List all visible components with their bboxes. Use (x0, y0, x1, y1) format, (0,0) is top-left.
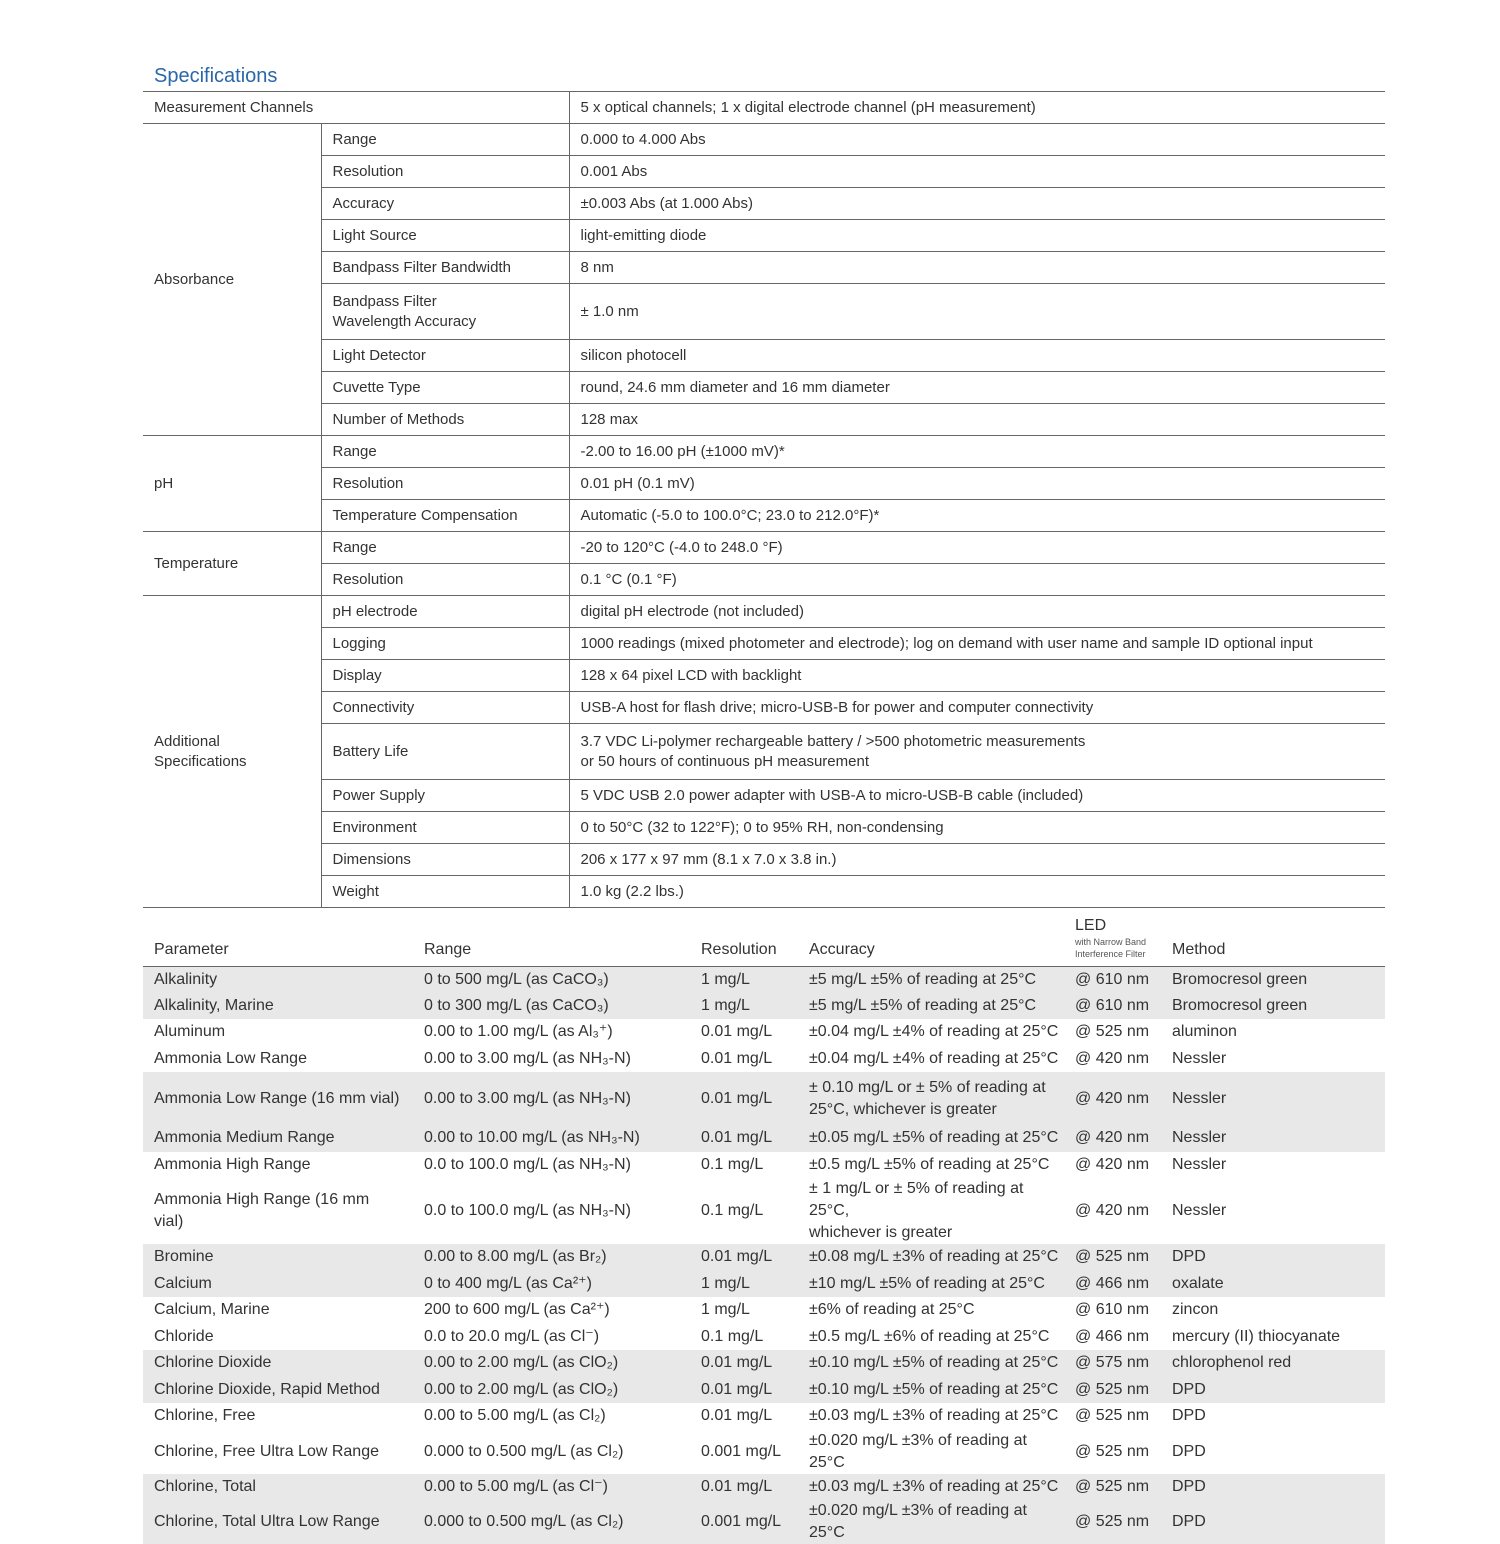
cell-resolution: 0.01 mg/L (701, 1049, 773, 1067)
spec-row (143, 844, 1385, 876)
cell-parameter: Ammonia Medium Range (143, 1125, 413, 1152)
cell-method: chlorophenol red (1172, 1350, 1385, 1377)
parameters-header-row (143, 903, 1385, 966)
spec-sub-label: Range (321, 436, 569, 468)
spec-row (143, 372, 1385, 404)
cell-range: 0.0 to 100.0 mg/L (as NH₃-N) (424, 1202, 631, 1219)
spec-row (143, 500, 1385, 532)
cell-led-wavelength: @ 525 nm (1075, 1500, 1172, 1544)
table-row (143, 1430, 1385, 1474)
cell-range: 0.00 to 2.00 mg/L (as ClO₂) (413, 1350, 690, 1377)
cell-range: 0 to 400 mg/L (as Ca²⁺) (413, 1271, 690, 1298)
cell-accuracy: ±0.020 mg/L ±3% of reading at 25°C (809, 1431, 1027, 1471)
spec-value: 0.001 Abs (569, 156, 1385, 188)
cell-parameter: Ammonia High Range (154, 1155, 311, 1173)
spec-sub-label: Temperature Compensation (321, 500, 569, 532)
cell-method: oxalate (1172, 1271, 1385, 1298)
header-led-label: LED (1075, 916, 1107, 934)
cell-parameter: Chlorine, Free (154, 1407, 256, 1425)
cell-accuracy: ±0.020 mg/L ±3% of reading at 25°C (798, 1500, 1075, 1544)
spec-sub-label: Power Supply (321, 780, 569, 812)
cell-resolution: 0.01 mg/L (690, 1072, 798, 1125)
spec-sub-label: Accuracy (321, 188, 569, 220)
cell-led-wavelength: @ 466 nm (1075, 1271, 1172, 1298)
cell-parameter: Calcium (143, 1271, 413, 1298)
header-resolution: Resolution (690, 903, 798, 966)
spec-sub-label: Bandpass Filter Wavelength Accuracy (321, 284, 569, 340)
cell-led-wavelength: @ 610 nm (1075, 966, 1172, 993)
cell-range: 0.00 to 5.00 mg/L (as Cl⁻) (413, 1474, 690, 1501)
spec-value: ± 1.0 nm (569, 284, 1385, 340)
spec-row (143, 404, 1385, 436)
cell-resolution: 0.1 mg/L (701, 1327, 764, 1345)
cell-led-wavelength: @ 610 nm (1075, 1301, 1150, 1319)
cell-led-wavelength: @ 525 nm (1075, 1244, 1172, 1271)
cell-resolution: 0.01 mg/L (690, 1125, 798, 1152)
spec-row (143, 724, 1385, 780)
cell-parameter: Alkalinity (143, 966, 413, 993)
table-row (143, 1324, 1385, 1351)
cell-range: 0.00 to 3.00 mg/L (as NH₃-N) (424, 1049, 631, 1067)
table-row (143, 1244, 1385, 1271)
cell-method: Bromocresol green (1172, 966, 1385, 993)
spec-value: 8 nm (569, 252, 1385, 284)
cell-parameter: Chlorine Dioxide, Rapid Method (143, 1377, 413, 1404)
cell-led-wavelength: @ 420 nm (1075, 1125, 1172, 1152)
spec-row (143, 780, 1385, 812)
parameters-table (143, 903, 1385, 1544)
cell-accuracy: ±0.04 mg/L ±4% of reading at 25°C (809, 1049, 1059, 1067)
cell-led-wavelength: @ 420 nm (1075, 1202, 1150, 1219)
spec-value: 1.0 kg (2.2 lbs.) (569, 876, 1385, 908)
header-led (1075, 903, 1172, 966)
spec-sub-label: Bandpass Filter Bandwidth (321, 252, 569, 284)
spec-value: -2.00 to 16.00 pH (±1000 mV)* (569, 436, 1385, 468)
cell-method: DPD (1172, 1407, 1206, 1425)
cell-led-wavelength: @ 525 nm (1075, 1407, 1150, 1425)
cell-method: DPD (1172, 1442, 1206, 1460)
spec-value: digital pH electrode (not included) (569, 596, 1385, 628)
table-row (143, 1271, 1385, 1298)
spec-sub-label: Connectivity (321, 692, 569, 724)
spec-sub-label: Range (321, 124, 569, 156)
cell-led-wavelength: @ 525 nm (1075, 1023, 1150, 1041)
spec-sub-label: Resolution (321, 564, 569, 596)
header-parameter: Parameter (143, 903, 413, 966)
table-row (143, 966, 1385, 993)
header-method: Method (1172, 903, 1385, 966)
cell-range: 0.00 to 8.00 mg/L (as Br₂) (413, 1244, 690, 1271)
cell-led-wavelength: @ 525 nm (1075, 1442, 1150, 1460)
cell-resolution: 0.01 mg/L (701, 1407, 773, 1425)
cell-accuracy: ±0.10 mg/L ±5% of reading at 25°C (798, 1377, 1075, 1404)
spec-row (143, 660, 1385, 692)
spec-row (143, 124, 1385, 156)
spec-row (143, 92, 1385, 124)
table-row (143, 1019, 1385, 1046)
spec-row (143, 596, 1385, 628)
cell-range: 0 to 300 mg/L (as CaCO₃) (413, 993, 690, 1020)
cell-accuracy: ±6% of reading at 25°C (809, 1301, 975, 1319)
cell-accuracy: ± 1 mg/L or ± 5% of reading at 25°C, whichever is greater (809, 1180, 1024, 1241)
spec-group-label: Absorbance (143, 124, 321, 436)
spec-value: -20 to 120°C (-4.0 to 248.0 °F) (569, 532, 1385, 564)
cell-method: Nessler (1172, 1155, 1227, 1173)
cell-range: 0.00 to 2.00 mg/L (as ClO₂) (413, 1377, 690, 1404)
spec-sub-label: Environment (321, 812, 569, 844)
spec-sub-label: Resolution (321, 468, 569, 500)
cell-method: Bromocresol green (1172, 993, 1385, 1020)
spec-sub-label: Logging (321, 628, 569, 660)
cell-led-wavelength: @ 610 nm (1075, 993, 1172, 1020)
spec-sub-label: Light Detector (321, 340, 569, 372)
spec-row (143, 468, 1385, 500)
cell-led-wavelength: @ 420 nm (1075, 1049, 1150, 1067)
spec-row (143, 220, 1385, 252)
spec-row (143, 436, 1385, 468)
cell-parameter: Ammonia Low Range (154, 1049, 307, 1067)
table-row (143, 1072, 1385, 1125)
spec-value: 128 x 64 pixel LCD with backlight (569, 660, 1385, 692)
cell-resolution: 0.001 mg/L (690, 1500, 798, 1544)
spec-sub-label: pH electrode (321, 596, 569, 628)
cell-led-wavelength: @ 466 nm (1075, 1327, 1150, 1345)
spec-row (143, 812, 1385, 844)
spec-row (143, 156, 1385, 188)
cell-led-wavelength: @ 420 nm (1075, 1072, 1172, 1125)
cell-resolution: 0.01 mg/L (701, 1023, 773, 1041)
spec-value: 5 x optical channels; 1 x digital electrode channel (pH measurement) (569, 92, 1385, 124)
cell-resolution: 0.01 mg/L (690, 1350, 798, 1377)
cell-accuracy: ±0.05 mg/L ±5% of reading at 25°C (798, 1125, 1075, 1152)
cell-parameter: Chloride (154, 1327, 214, 1345)
spec-sub-label: Battery Life (321, 724, 569, 780)
header-accuracy: Accuracy (798, 903, 1075, 966)
cell-parameter: Chlorine, Free Ultra Low Range (154, 1442, 379, 1460)
spec-sub-label: Dimensions (321, 844, 569, 876)
cell-method: Nessler (1172, 1072, 1385, 1125)
cell-range: 0.000 to 0.500 mg/L (as Cl₂) (424, 1442, 624, 1460)
cell-parameter: Bromine (143, 1244, 413, 1271)
cell-parameter: Chlorine Dioxide (143, 1350, 413, 1377)
table-row (143, 1350, 1385, 1377)
cell-method: Nessler (1172, 1202, 1227, 1219)
cell-parameter: Alkalinity, Marine (143, 993, 413, 1020)
table-row (143, 993, 1385, 1020)
spec-value: ±0.003 Abs (at 1.000 Abs) (569, 188, 1385, 220)
spec-value: 0.000 to 4.000 Abs (569, 124, 1385, 156)
cell-resolution: 0.1 mg/L (701, 1202, 764, 1219)
spec-sub-label: Cuvette Type (321, 372, 569, 404)
cell-method: DPD (1172, 1474, 1385, 1501)
cell-accuracy: ±5 mg/L ±5% of reading at 25°C (798, 966, 1075, 993)
header-led-note: with Narrow Band Interference Filter (1075, 936, 1147, 959)
cell-accuracy: ±10 mg/L ±5% of reading at 25°C (798, 1271, 1075, 1298)
cell-resolution: 1 mg/L (690, 966, 798, 993)
cell-resolution: 0.1 mg/L (701, 1155, 764, 1173)
cell-range: 0.00 to 1.00 mg/L (as Al₃⁺) (424, 1023, 613, 1041)
cell-parameter: Chlorine, Total Ultra Low Range (143, 1500, 413, 1544)
spec-sub-label: Display (321, 660, 569, 692)
cell-parameter: Chlorine, Total (143, 1474, 413, 1501)
table-row (143, 1125, 1385, 1152)
spec-value: USB-A host for flash drive; micro-USB-B for power and computer connectivity (569, 692, 1385, 724)
spec-row (143, 252, 1385, 284)
table-row (143, 1297, 1385, 1324)
cell-method: DPD (1172, 1377, 1385, 1404)
cell-accuracy: ±0.03 mg/L ±3% of reading at 25°C (798, 1474, 1075, 1501)
cell-range: 0.00 to 3.00 mg/L (as NH₃-N) (413, 1072, 690, 1125)
cell-range: 0.000 to 0.500 mg/L (as Cl₂) (413, 1500, 690, 1544)
cell-range: 0.0 to 20.0 mg/L (as Cl⁻) (424, 1327, 600, 1345)
spec-value: 206 x 177 x 97 mm (8.1 x 7.0 x 3.8 in.) (569, 844, 1385, 876)
cell-resolution: 0.001 mg/L (701, 1442, 782, 1460)
spec-group-label: pH (143, 436, 321, 532)
spec-value: silicon photocell (569, 340, 1385, 372)
cell-accuracy: ±0.04 mg/L ±4% of reading at 25°C (809, 1023, 1059, 1041)
cell-led-wavelength: @ 525 nm (1075, 1474, 1172, 1501)
spec-label: Measurement Channels (143, 92, 569, 124)
cell-led-wavelength: @ 575 nm (1075, 1350, 1172, 1377)
table-row (143, 1474, 1385, 1501)
table-row (143, 1403, 1385, 1430)
spec-group-label: Additional Specifications (143, 596, 321, 908)
cell-resolution: 0.01 mg/L (690, 1474, 798, 1501)
spec-sub-label: Resolution (321, 156, 569, 188)
specifications-table (143, 91, 1385, 908)
cell-accuracy: ± 0.10 mg/L or ± 5% of reading at 25°C, whichever is greater (798, 1072, 1075, 1125)
cell-resolution: 1 mg/L (690, 1271, 798, 1298)
page-title: Specifications (154, 65, 278, 87)
spec-row (143, 628, 1385, 660)
cell-accuracy: ±5 mg/L ±5% of reading at 25°C (798, 993, 1075, 1020)
cell-accuracy: ±0.5 mg/L ±6% of reading at 25°C (809, 1327, 1050, 1345)
spec-row (143, 692, 1385, 724)
cell-resolution: 1 mg/L (701, 1301, 750, 1319)
spec-sub-label: Range (321, 532, 569, 564)
spec-value: 5 VDC USB 2.0 power adapter with USB-A to micro-USB-B cable (included) (569, 780, 1385, 812)
cell-accuracy: ±0.03 mg/L ±3% of reading at 25°C (809, 1407, 1059, 1425)
spec-sub-label: Light Source (321, 220, 569, 252)
cell-method: DPD (1172, 1500, 1385, 1544)
cell-method: DPD (1172, 1244, 1385, 1271)
cell-led-wavelength: @ 525 nm (1075, 1377, 1172, 1404)
spec-sub-label: Weight (321, 876, 569, 908)
spec-row (143, 284, 1385, 340)
cell-resolution: 1 mg/L (690, 993, 798, 1020)
table-row (143, 1500, 1385, 1544)
table-row (143, 1046, 1385, 1073)
cell-method: Nessler (1172, 1125, 1385, 1152)
cell-resolution: 0.01 mg/L (690, 1244, 798, 1271)
cell-led-wavelength: @ 420 nm (1075, 1155, 1150, 1173)
spec-value: 0.1 °C (0.1 °F) (569, 564, 1385, 596)
spec-group-label: Temperature (143, 532, 321, 596)
cell-accuracy: ±0.5 mg/L ±5% of reading at 25°C (809, 1155, 1050, 1173)
table-row (143, 1178, 1385, 1244)
cell-method: Nessler (1172, 1049, 1227, 1067)
spec-value: 128 max (569, 404, 1385, 436)
spec-value: 1000 readings (mixed photometer and electrode); log on demand with user name and sample ID optional input (569, 628, 1385, 660)
cell-method: mercury (II) thiocyanate (1172, 1327, 1341, 1345)
spec-value: light-emitting diode (569, 220, 1385, 252)
table-row (143, 1152, 1385, 1179)
spec-row (143, 188, 1385, 220)
spec-sub-label: Number of Methods (321, 404, 569, 436)
spec-value: round, 24.6 mm diameter and 16 mm diameter (569, 372, 1385, 404)
spec-row (143, 340, 1385, 372)
cell-range: 0.00 to 10.00 mg/L (as NH₃-N) (413, 1125, 690, 1152)
spec-value: 0.01 pH (0.1 mV) (569, 468, 1385, 500)
header-range: Range (413, 903, 690, 966)
cell-range: 0.0 to 100.0 mg/L (as NH₃-N) (424, 1155, 631, 1173)
cell-range: 200 to 600 mg/L (as Ca²⁺) (424, 1301, 610, 1319)
cell-accuracy: ±0.10 mg/L ±5% of reading at 25°C (798, 1350, 1075, 1377)
cell-parameter: Aluminum (154, 1023, 226, 1041)
cell-method: aluminon (1172, 1023, 1237, 1041)
cell-parameter: Calcium, Marine (154, 1301, 270, 1319)
cell-accuracy: ±0.08 mg/L ±3% of reading at 25°C (798, 1244, 1075, 1271)
spec-value: Automatic (-5.0 to 100.0°C; 23.0 to 212.0°F)* (569, 500, 1385, 532)
cell-resolution: 0.01 mg/L (690, 1377, 798, 1404)
cell-method: zincon (1172, 1301, 1219, 1319)
cell-parameter: Ammonia High Range (16 mm vial) (154, 1191, 370, 1230)
table-row (143, 1377, 1385, 1404)
spec-row (143, 532, 1385, 564)
cell-range: 0 to 500 mg/L (as CaCO₃) (413, 966, 690, 993)
cell-parameter: Ammonia Low Range (16 mm vial) (143, 1072, 413, 1125)
spec-value: 3.7 VDC Li-polymer rechargeable battery / >500 photometric measurements or 50 hours of continuous pH measurement (569, 724, 1385, 780)
cell-range: 0.00 to 5.00 mg/L (as Cl₂) (424, 1407, 606, 1425)
spec-value: 0 to 50°C (32 to 122°F); 0 to 95% RH, non-condensing (569, 812, 1385, 844)
spec-row (143, 564, 1385, 596)
